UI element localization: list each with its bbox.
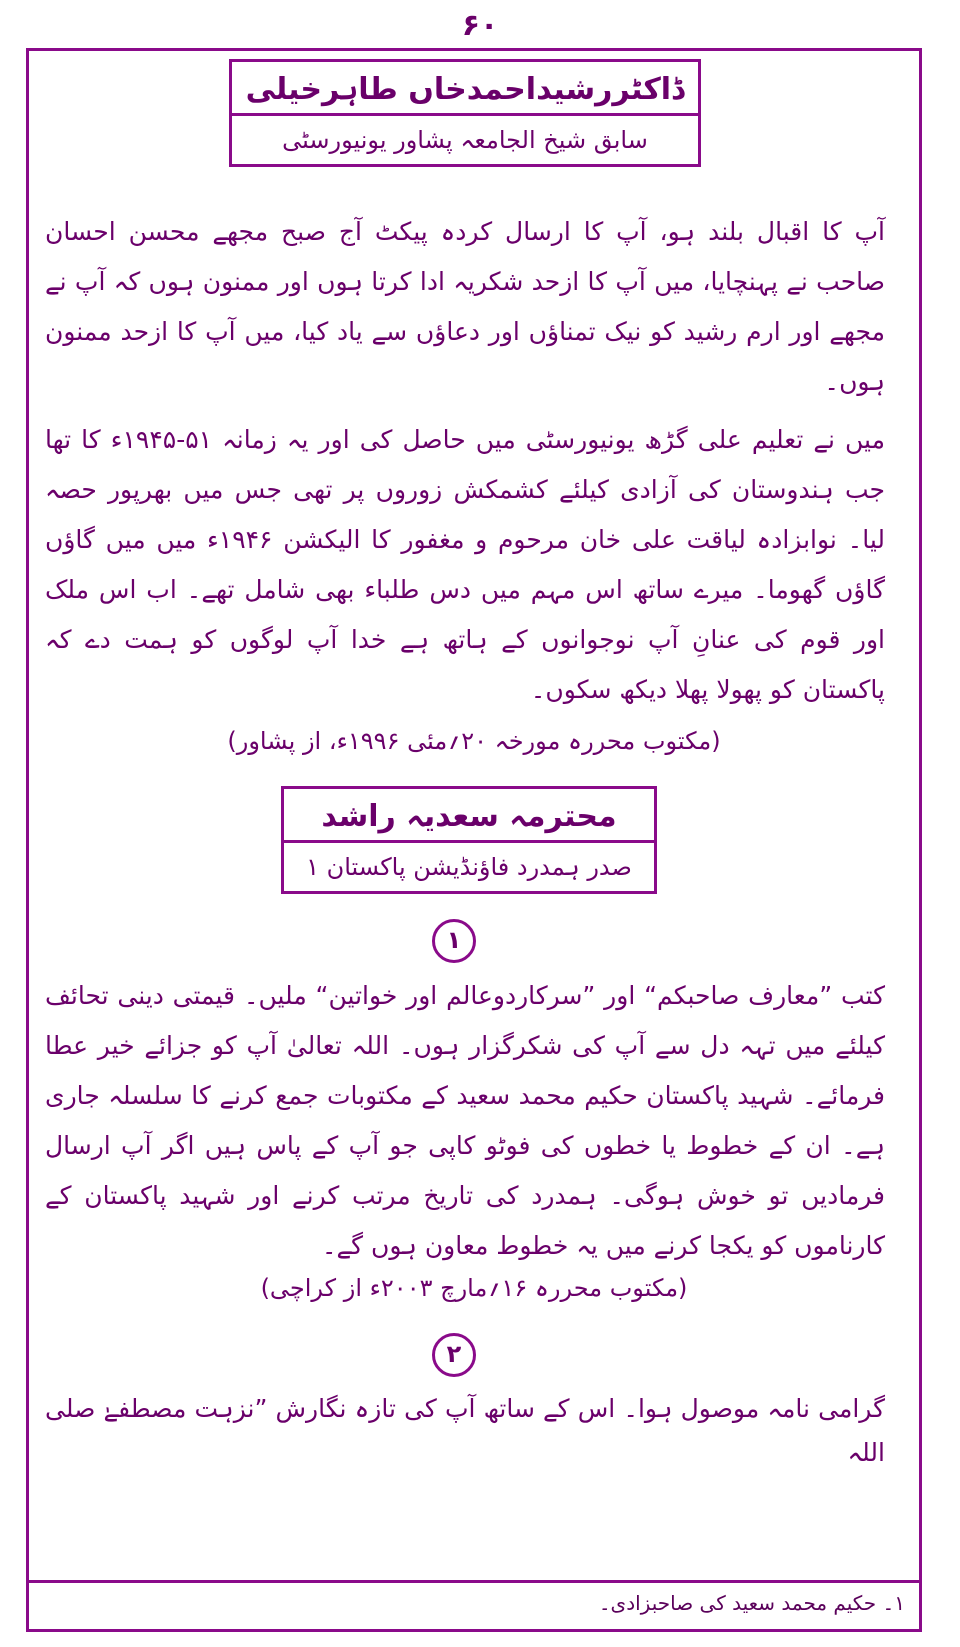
footnote: ۱۔ حکیم محمد سعید کی صاحبزادی۔ [598,1591,905,1615]
section1-name: ڈاکٹررشیداحمدخاں طاہرخیلی [232,62,698,116]
letter-1-text: کتب ”معارف صاحبکم“ اور ”سرکاردوعالم اور خواتین“ ملیں۔ قیمتی دینی تحائف کیلئے میں تہہ دل سے آپ کی شکرگزار ہوں۔ اللہ تعالیٰ آپ کو جزائے خیر عطا فرمائے۔ شہید پاکستان حکیم محمد سعید کے مکتوبات جمع کرنے کا سلسلہ جاری ہے۔ ان کے خطوط یا خطوں کی فوٹو کاپی جو آپ کے پاس ہیں اگر آپ ارسال فرمادیں تو خوش ہوگی۔ ہمدرد کی تاریخ مرتب کرنے اور شہید پاکستان کے کارناموں کو یکجا کرنے میں یہ خطوط معاون ہوں گے۔ [45,981,885,1260]
section1-signoff: (مکتوب محررہ مورخہ ۲۰؍مئی ۱۹۹۶ء، از پشاور) [227,727,721,755]
letter-number-2: ۲ [432,1333,476,1377]
footnote-divider [29,1580,919,1583]
section1-designation: سابق شیخ الجامعہ پشاور یونیورسٹی [282,126,648,154]
section1-title-box [229,59,701,167]
section1-paragraph-1: آپ کا اقبال بلند ہو، آپ کا ارسال کردہ پیکٹ آج صبح مجھے محسن احسان صاحب نے پہنچایا، میں آپ کا ازحد شکریہ ادا کرتا ہوں اور ممنون ہوں کہ آپ نے مجھے اور ارم رشید کو نیک تمناؤں اور دعاؤں سے یاد کیا، میں آپ کا ازحد ممنون ہوں۔ [45,217,885,396]
section2-title-box [281,786,657,894]
letter-2-text: گرامی نامہ موصول ہوا۔ اس کے ساتھ آپ کی تازہ نگارش ”نزہت مصطفےٰ صلی اللہ [45,1394,886,1467]
section2-name: محترمہ سعدیہ راشد [284,789,654,843]
letter-1-signoff: (مکتوب محررہ ۱۶؍مارچ ۲۰۰۳ء از کراچی) [260,1274,688,1302]
page-content [29,51,919,1585]
section2-designation: صدر ہمدرد فاؤنڈیشن پاکستان ۱ [306,853,632,881]
letter-number-1: ۱ [432,919,476,963]
section1-paragraph-2: میں نے تعلیم علی گڑھ یونیورسٹی میں حاصل کی اور یہ زمانہ ۵۱-۱۹۴۵ء کا تھا جب ہندوستان کی آزادی کیلئے کشمکش زوروں پر تھی جس میں بھرپور حصہ لیا۔ نوابزادہ لیاقت علی خان مرحوم و مغفور کا الیکشن ۱۹۴۶ء میں میں گاؤں گاؤں گھوما۔ میرے ساتھ اس مہم میں دس طلباء بھی شامل تھے۔ اب اس ملک اور قوم کی عنانِ آپ نوجوانوں کے ہاتھ ہے خدا آپ لوگوں کو ہمت دے کہ پاکستان کو پھولا پھلا دیکھ سکوں۔ [45,425,885,704]
page-number: ۶۰ [461,8,499,43]
page-frame [26,48,922,1632]
